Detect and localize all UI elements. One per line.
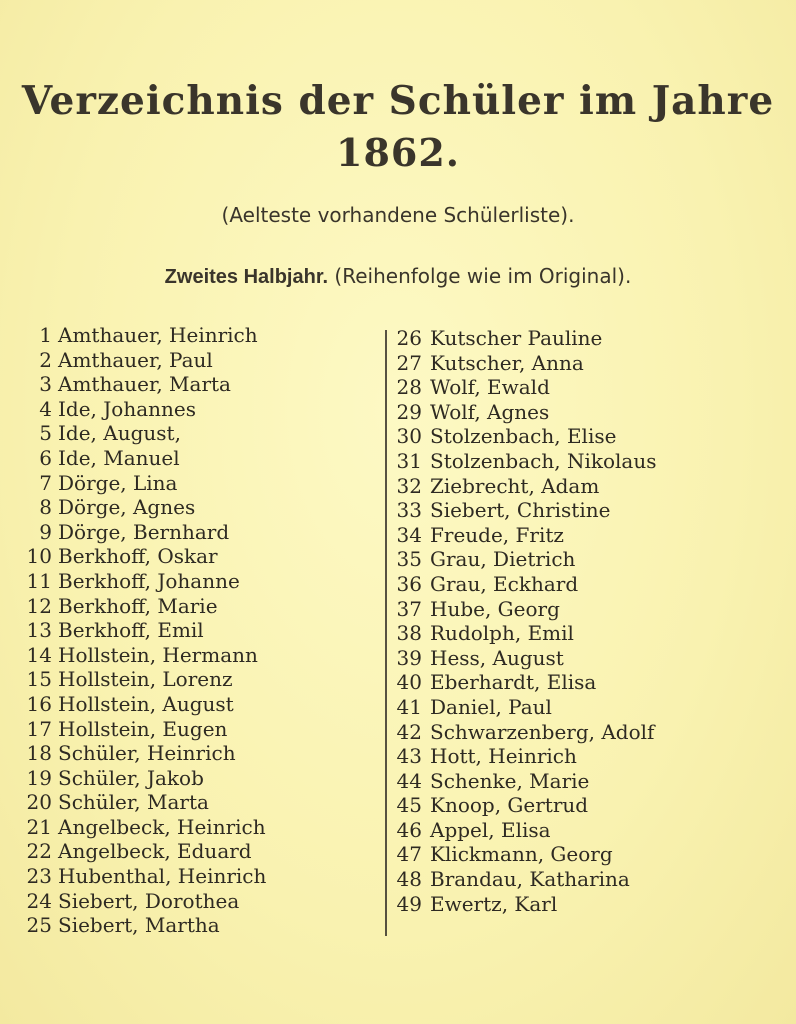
list-item xyxy=(392,892,656,917)
student-name: Berkhoff, Oskar xyxy=(58,544,218,569)
student-name: Hube, Georg xyxy=(430,596,560,621)
list-item xyxy=(392,326,656,351)
student-name: Kutscher Pauline xyxy=(430,326,603,350)
list-item xyxy=(392,547,656,572)
student-name: Siebert, Dorothea xyxy=(58,888,240,913)
list-item xyxy=(392,400,656,425)
student-number: 24 xyxy=(26,888,52,913)
student-name: Ziebrecht, Adam xyxy=(430,473,600,498)
list-item xyxy=(18,323,266,348)
student-name: Schüler, Heinrich xyxy=(58,741,236,766)
list-item xyxy=(392,670,656,695)
student-number: 2 xyxy=(39,347,52,372)
student-number: 38 xyxy=(396,621,422,646)
list-item xyxy=(392,449,656,474)
list-item xyxy=(392,793,656,818)
list-item xyxy=(18,471,266,496)
student-name: Schüler, Marta xyxy=(58,790,209,815)
list-item xyxy=(392,498,656,523)
student-name: Hott, Heinrich xyxy=(430,744,577,769)
student-name: Klickmann, Georg xyxy=(430,842,613,867)
student-number: 14 xyxy=(26,642,52,667)
list-item xyxy=(392,818,656,843)
list-item xyxy=(18,643,266,668)
student-number: 9 xyxy=(39,519,52,544)
student-name: Siebert, Martha xyxy=(58,913,220,938)
student-number: 36 xyxy=(396,571,422,596)
page-title: Verzeichnis der Schüler im Jahre xyxy=(21,78,775,124)
student-number: 18 xyxy=(26,741,52,766)
student-name: Dörge, Lina xyxy=(58,470,178,495)
student-number: 28 xyxy=(396,375,422,400)
student-name: Brandau, Katharina xyxy=(430,867,630,892)
list-item xyxy=(392,375,656,400)
list-item xyxy=(392,523,656,548)
list-item xyxy=(18,397,266,422)
student-number: 6 xyxy=(39,445,52,470)
list-item xyxy=(18,348,266,373)
student-number: 45 xyxy=(396,793,422,818)
student-number: 22 xyxy=(26,839,52,864)
student-name: Freude, Fritz xyxy=(430,522,564,547)
list-item xyxy=(18,864,266,889)
list-item xyxy=(18,667,266,692)
student-number: 15 xyxy=(26,667,52,692)
student-number: 37 xyxy=(396,596,422,621)
student-name: Stolzenbach, Elise xyxy=(430,424,617,449)
student-name: Hollstein, Eugen xyxy=(58,716,228,741)
student-name: Amthauer, Marta xyxy=(58,372,231,397)
student-name: Angelbeck, Heinrich xyxy=(58,814,266,839)
student-number: 26 xyxy=(396,326,422,350)
list-item xyxy=(18,520,266,545)
student-name: Amthauer, Heinrich xyxy=(58,323,258,347)
semester-heading xyxy=(0,264,796,289)
student-name: Berkhoff, Johanne xyxy=(58,568,240,593)
student-number: 3 xyxy=(39,372,52,397)
student-name: Schüler, Jakob xyxy=(58,765,204,790)
student-number: 48 xyxy=(396,867,422,892)
list-item xyxy=(392,769,656,794)
list-item xyxy=(392,744,656,769)
student-number: 8 xyxy=(39,495,52,520)
student-number: 11 xyxy=(26,568,52,593)
list-item xyxy=(18,594,266,619)
student-number: 30 xyxy=(396,424,422,449)
list-item xyxy=(18,741,266,766)
student-name: Schwarzenberg, Adolf xyxy=(430,719,655,744)
student-name: Ewertz, Karl xyxy=(430,891,558,916)
student-number: 7 xyxy=(39,470,52,495)
student-number: 20 xyxy=(26,790,52,815)
student-name: Ide, Johannes xyxy=(58,396,196,421)
student-list-left xyxy=(18,323,266,938)
student-number: 21 xyxy=(26,814,52,839)
list-item xyxy=(18,421,266,446)
student-number: 40 xyxy=(396,670,422,695)
list-item xyxy=(392,695,656,720)
student-name: Wolf, Ewald xyxy=(430,375,550,400)
student-number: 47 xyxy=(396,842,422,867)
student-name: Kutscher, Anna xyxy=(430,350,584,375)
list-item xyxy=(18,717,266,742)
list-item xyxy=(18,446,266,471)
student-number: 43 xyxy=(396,744,422,769)
student-name: Berkhoff, Emil xyxy=(58,618,204,643)
student-number: 44 xyxy=(396,768,422,793)
list-item xyxy=(392,646,656,671)
subtitle: (Aelteste vorhandene Schülerliste). xyxy=(221,203,575,227)
list-item xyxy=(392,572,656,597)
student-name: Schenke, Marie xyxy=(430,768,590,793)
list-item xyxy=(18,544,266,569)
list-item xyxy=(392,867,656,892)
student-number: 25 xyxy=(26,913,52,938)
student-name: Hess, August xyxy=(430,645,564,670)
student-name: Hollstein, Lorenz xyxy=(58,667,233,692)
student-number: 10 xyxy=(26,544,52,569)
student-list-right xyxy=(392,326,656,916)
student-name: Dörge, Agnes xyxy=(58,495,196,520)
student-number: 39 xyxy=(396,645,422,670)
list-item xyxy=(392,842,656,867)
student-number: 5 xyxy=(39,421,52,446)
student-name: Angelbeck, Eduard xyxy=(58,839,252,864)
list-item xyxy=(18,815,266,840)
list-item xyxy=(18,790,266,815)
list-item xyxy=(18,569,266,594)
student-name: Daniel, Paul xyxy=(430,694,552,719)
student-number: 31 xyxy=(396,448,422,473)
student-name: Amthauer, Paul xyxy=(58,347,213,372)
list-item xyxy=(18,766,266,791)
list-item xyxy=(18,372,266,397)
student-name: Berkhoff, Marie xyxy=(58,593,218,618)
list-item xyxy=(392,474,656,499)
list-item xyxy=(392,351,656,376)
student-name: Grau, Dietrich xyxy=(430,547,576,572)
student-name: Hubenthal, Heinrich xyxy=(58,864,267,889)
student-number: 33 xyxy=(396,498,422,523)
student-number: 29 xyxy=(396,399,422,424)
student-number: 49 xyxy=(396,891,422,916)
list-item xyxy=(18,889,266,914)
list-item xyxy=(18,913,266,938)
student-name: Rudolph, Emil xyxy=(430,621,574,646)
list-item xyxy=(18,839,266,864)
list-item xyxy=(392,720,656,745)
student-number: 17 xyxy=(26,716,52,741)
column-divider xyxy=(385,330,387,936)
semester-label: Zweites Halbjahr. xyxy=(164,266,329,288)
student-number: 1 xyxy=(39,323,52,347)
list-item xyxy=(392,424,656,449)
student-name: Stolzenbach, Nikolaus xyxy=(430,448,657,473)
student-name: Hollstein, Hermann xyxy=(58,642,258,667)
page-title-year: 1862. xyxy=(336,130,460,175)
student-name: Grau, Eckhard xyxy=(430,571,579,596)
student-name: Ide, Manuel xyxy=(58,445,180,470)
student-number: 12 xyxy=(26,593,52,618)
student-number: 46 xyxy=(396,817,422,842)
list-item xyxy=(18,618,266,643)
student-number: 27 xyxy=(396,350,422,375)
student-number: 42 xyxy=(396,719,422,744)
student-number: 16 xyxy=(26,691,52,716)
student-name: Siebert, Christine xyxy=(430,498,611,523)
list-item xyxy=(392,621,656,646)
student-name: Wolf, Agnes xyxy=(430,399,550,424)
student-number: 35 xyxy=(396,547,422,572)
student-name: Ide, August, xyxy=(58,421,181,446)
student-number: 19 xyxy=(26,765,52,790)
student-name: Dörge, Bernhard xyxy=(58,519,230,544)
list-item xyxy=(392,597,656,622)
student-number: 41 xyxy=(396,694,422,719)
student-number: 13 xyxy=(26,618,52,643)
student-name: Knoop, Gertrud xyxy=(430,793,589,818)
student-name: Eberhardt, Elisa xyxy=(430,670,597,695)
student-number: 4 xyxy=(39,396,52,421)
list-item xyxy=(18,495,266,520)
student-number: 23 xyxy=(26,864,52,889)
student-number: 34 xyxy=(396,522,422,547)
semester-note: (Reihenfolge wie im Original). xyxy=(334,264,632,288)
student-name: Hollstein, August xyxy=(58,691,234,716)
list-item xyxy=(18,692,266,717)
student-name: Appel, Elisa xyxy=(430,817,551,842)
student-number: 32 xyxy=(396,473,422,498)
